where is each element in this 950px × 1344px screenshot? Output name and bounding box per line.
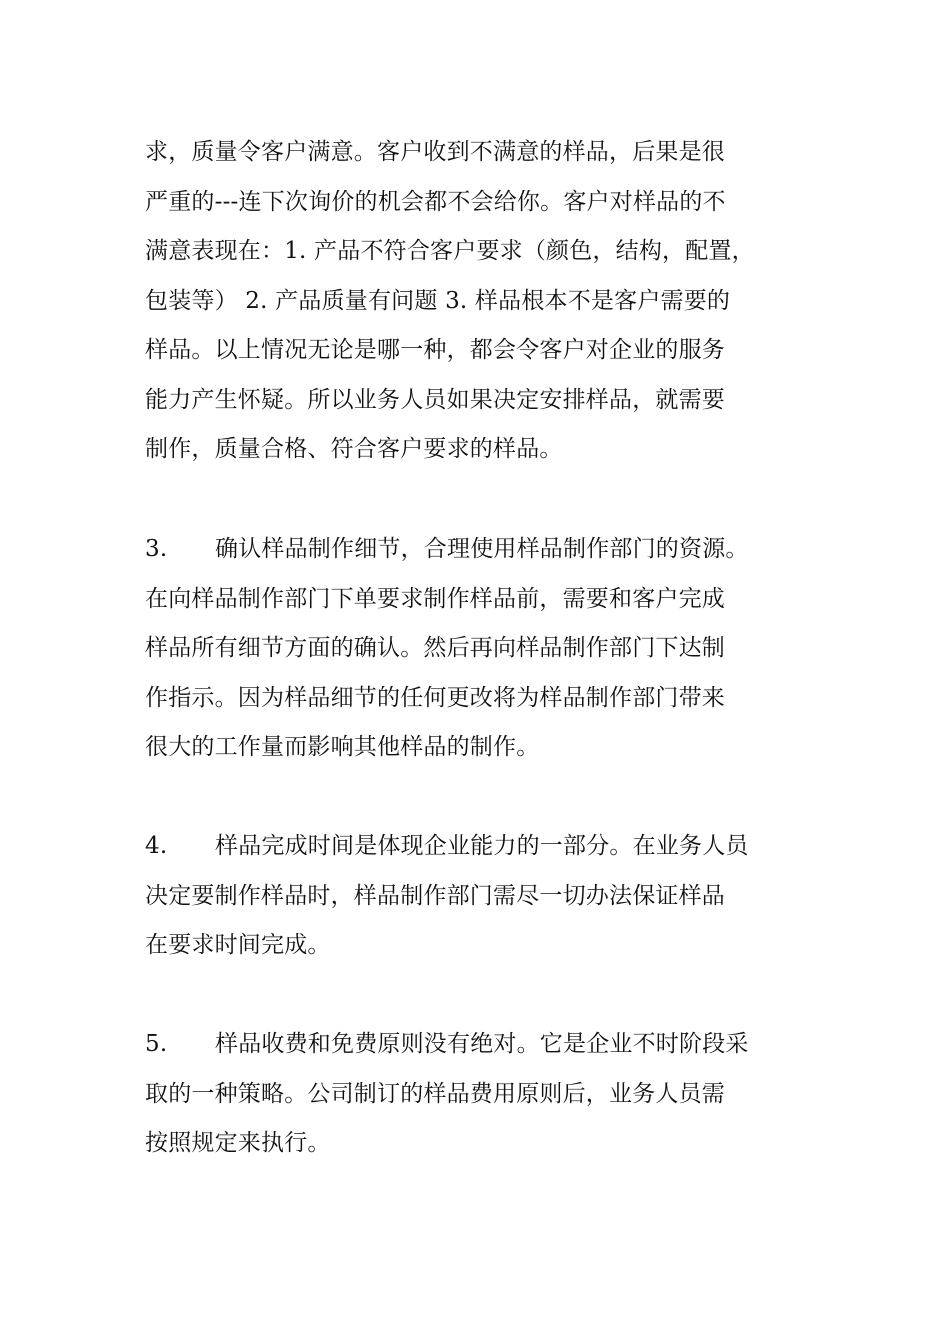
list-item-text: 确认样品制作细节，合理使用样品制作部门的资源。 (215, 536, 749, 562)
sample-quality-paragraph (145, 128, 835, 475)
list-item-number: 4. (145, 833, 168, 859)
text-line: 在向样品制作部门下单要求制作样品前，需要和客户完成 (145, 585, 725, 612)
text-line: 决定要制作样品时，样品制作部门需尽一切办法保证样品 (145, 882, 725, 909)
text-line: 在要求时间完成。 (145, 932, 331, 958)
list-item-text: 样品完成时间是体现企业能力的一部分。在业务人员 (215, 833, 749, 859)
list-item-first-line (145, 822, 835, 872)
text-line: 样品。以上情况无论是哪一种，都会令客户对企业的服务 (145, 337, 725, 363)
text-line: 作指示。因为样品细节的任何更改将为样品制作部门带来 (145, 684, 725, 711)
text-line: 求，质量令客户满意。客户收到不满意的样品，后果是很 (145, 139, 725, 165)
list-item-5 (145, 1020, 835, 1169)
text-line: 能力产生怀疑。所以业务人员如果决定安排样品，就需要 (145, 386, 725, 413)
text-line: 严重的---连下次询价的机会都不会给你。客户对样品的不 (145, 188, 726, 215)
text-line: 样品所有细节方面的确认。然后再向样品制作部门下达制 (145, 635, 725, 661)
text-line: 包装等） 2. 产品质量有问题 3. 样品根本不是客户需要的 (145, 287, 731, 314)
text-line: 满意表现在：1. 产品不符合客户要求（颜色，结构，配置， (145, 238, 755, 264)
text-line: 按照规定来执行。 (145, 1130, 331, 1156)
list-item-4 (145, 822, 835, 971)
text-line: 制作，质量合格、符合客户要求的样品。 (145, 436, 563, 462)
list-item-number: 5. (145, 1031, 168, 1057)
text-line: 很大的工作量而影响其他样品的制作。 (145, 734, 540, 760)
list-item-number: 3. (145, 536, 168, 562)
list-item-3 (145, 525, 835, 773)
list-item-first-line (145, 1020, 835, 1070)
text-line: 取的一种策略。公司制订的样品费用原则后，业务人员需 (145, 1080, 725, 1107)
list-item-first-line (145, 525, 835, 575)
list-item-text: 样品收费和免费原则没有绝对。它是企业不时阶段采 (215, 1031, 749, 1057)
